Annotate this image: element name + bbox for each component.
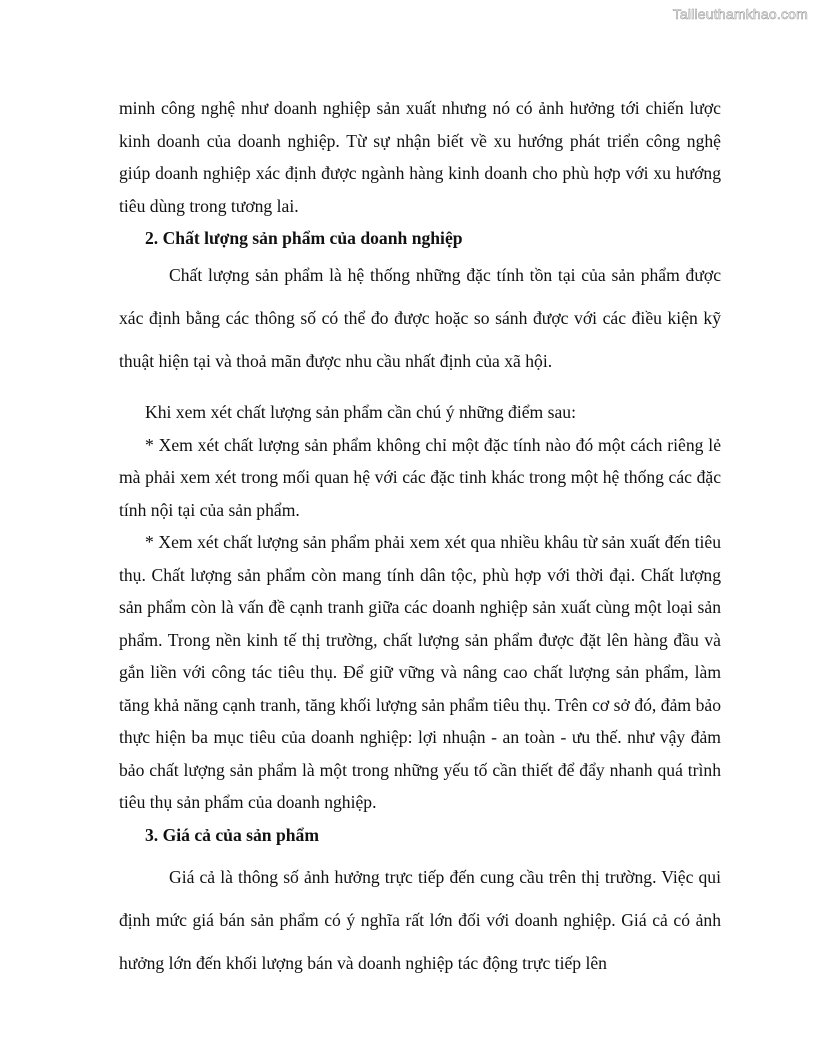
paragraph-quality-definition: Chất lượng sản phẩm là hệ thống những đặc tính tồn tại của sản phẩm được xác định bằng các thông số có thể đo được hoặc so sánh được với các điều kiện kỹ thuật hiện tại và thoả mãn được nhu cầu nhất định của xã hội. <box>119 265 721 371</box>
watermark-text: Tailieuthamkhao.com <box>672 6 808 22</box>
paragraph-intro-continued: minh công nghệ như doanh nghiệp sản xuất nhưng nó có ảnh hưởng tới chiến lược kinh doanh của doanh nghiệp. Từ sự nhận biết về xu hướng phát triển công nghệ giúp doanh nghiệp xác định được ngành hàng kinh doanh cho phù hợp với xu hướng tiêu dùng trong tương lai. <box>119 98 721 216</box>
section-heading-product-price: 3. Giá cả của sản phẩm <box>145 824 320 845</box>
document-page <box>119 92 721 985</box>
paragraph-quality-notes-intro: Khi xem xét chất lượng sản phẩm cần chú ý những điểm sau: <box>145 402 576 422</box>
paragraph-quality-note-1: * Xem xét chất lượng sản phẩm không chỉ một đặc tính nào đó một cách riêng lẻ mà phải xem xét trong mối quan hệ với các đặc tinh khác trong một hệ thống các đặc tính nội tại của sản phẩm. <box>119 434 721 520</box>
section-heading-product-quality: 2. Chất lượng sản phẩm của doanh nghiệp <box>145 228 463 248</box>
paragraph-price-definition: Giá cả là thông số ảnh hưởng trực tiếp đến cung cầu trên thị trường. Việc qui định mức giá bán sản phẩm có ý nghĩa rất lớn đối với doanh nghiệp. Giá cả có ảnh hưởng lớn đến khối lượng bán và doanh nghiệp tác động trực tiếp lên <box>119 866 721 973</box>
paragraph-quality-note-2: * Xem xét chất lượng sản phẩm phải xem xét qua nhiều khâu từ sản xuất đến tiêu thụ. Chất lượng sản phẩm còn mang tính dân tộc, phù hợp với thời đại. Chất lượng sản phẩm còn là vấn đề cạnh tranh giữa các doanh nghiệp sản xuất cùng một loại sản phẩm. Trong nền kinh tế thị trường, chất lượng sản phẩm được đặt lên hàng đầu và gắn liền với công tác tiêu thụ. Để giữ vững và nâng cao chất lượng sản phẩm, làm tăng khả năng cạnh tranh, tăng khối lượng sản phẩm tiêu thụ. Trên cơ sở đó, đảm bảo thực hiện ba mục tiêu của doanh nghiệp: lợi nhuận - an toàn - ưu thế. như vậy đảm bảo chất lượng sản phẩm là một trong những yếu tố cần thiết để đẩy nhanh quá trình tiêu thụ sản phẩm của doanh nghiệp. <box>119 532 721 812</box>
